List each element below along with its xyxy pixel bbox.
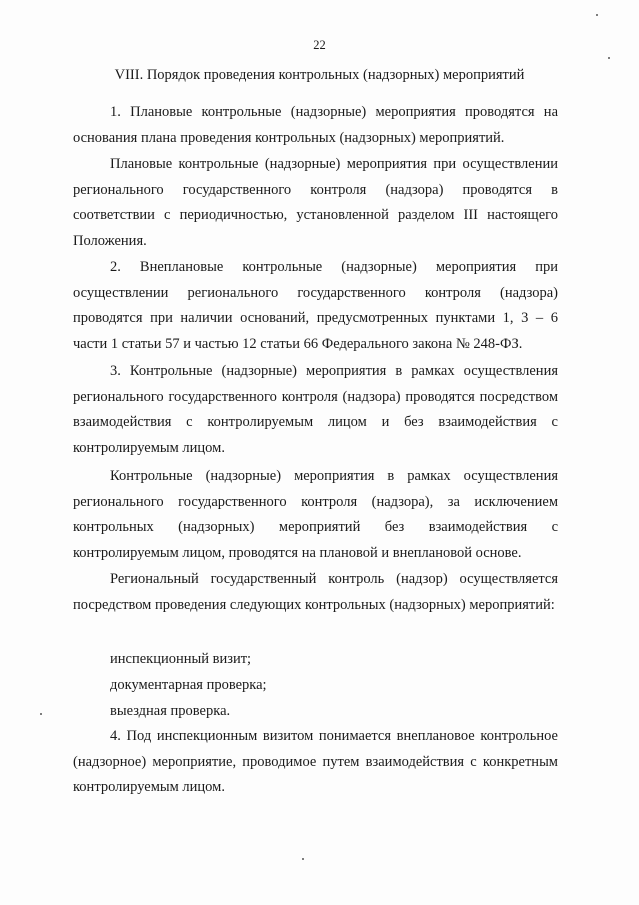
paragraph-3: 2. Внеплановые контрольные (надзорные) мероприятия при осуществлении регионального государственного контроля (надзора) проводятся при наличии оснований, предусмотренных пунктами 1, 3 – 6 части 1 статьи 57 и частью 12 статьи 66 Федерального закона № 248-ФЗ.: [73, 259, 558, 352]
list-item-documentary-check: документарная проверка;: [110, 677, 267, 693]
paragraph-final: 4. Под инспекционным визитом понимается внеплановое контрольное (надзорное) мероприятие, проводимое путем взаимодействия с конкретным контролируемым лицом.: [73, 728, 558, 796]
scan-speck: [302, 858, 304, 860]
paragraph-5: Контрольные (надзорные) мероприятия в рамках осуществления регионального государственного контроля (надзора), за исключением контрольных (надзорных) мероприятий без взаимодействия с контролируемым лицом, проводятся на плановой и внеплановой основе.: [73, 468, 558, 561]
paragraph-2: Плановые контрольные (надзорные) мероприятия при осуществлении регионального государственного контроля (надзора) проводятся в соответствии с периодичностью, установленной разделом III настоящего Положения.: [73, 156, 558, 249]
scan-speck: [40, 713, 42, 715]
paragraph-4: 3. Контрольные (надзорные) мероприятия в рамках осуществления регионального государственного контроля (надзора) проводятся посредством взаимодействия с контролируемым лицом и без взаимодействия с контролируемым лицом.: [73, 363, 558, 456]
page-number: 22: [313, 38, 326, 52]
list-item-onsite-check: выездная проверка.: [110, 703, 231, 719]
paragraph-1: 1. Плановые контрольные (надзорные) мероприятия проводятся на основания плана проведения контрольных (надзорных) мероприятий.: [73, 104, 558, 146]
paragraph-6: Региональный государственный контроль (надзор) осуществляется посредством проведения следующих контрольных (надзорных) мероприятий:: [73, 571, 558, 613]
scan-speck: [608, 57, 610, 59]
list-item-inspection-visit: инспекционный визит;: [110, 651, 252, 667]
section-heading: VIII. Порядок проведения контрольных (надзорных) мероприятий: [114, 67, 525, 83]
scan-speck: [596, 14, 598, 16]
